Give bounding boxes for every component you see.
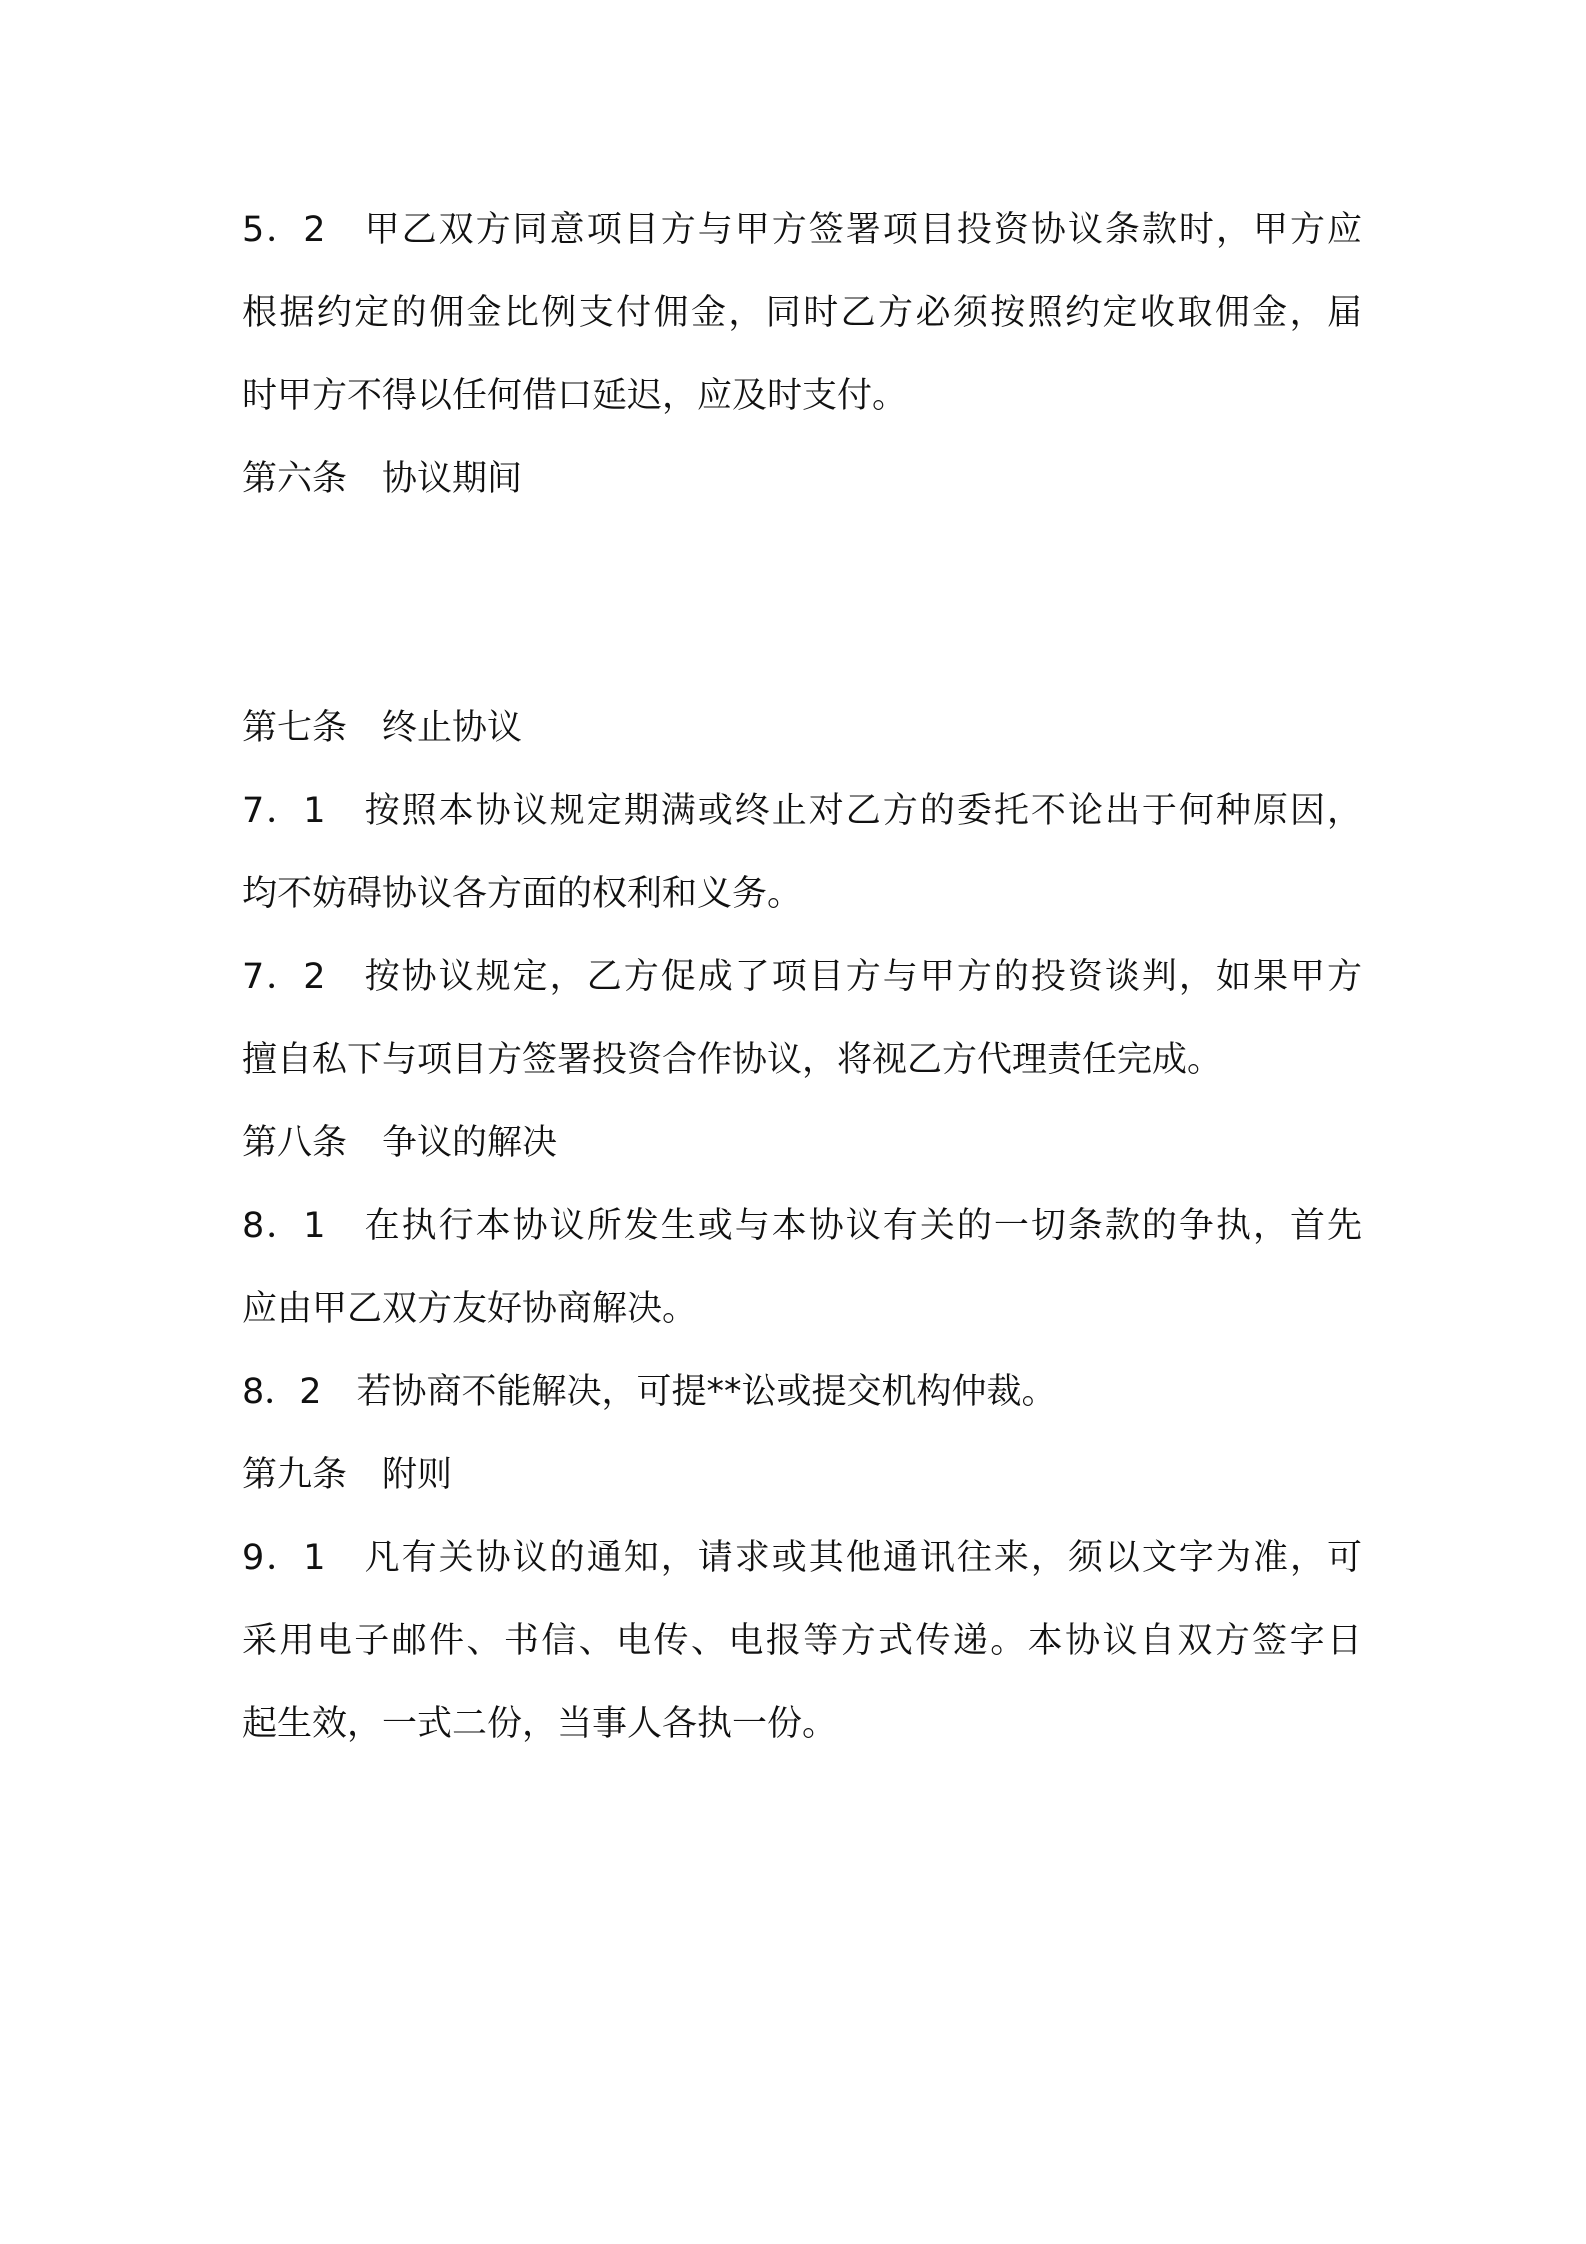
clause-6-1-line-2 — [242, 615, 1362, 675]
legal-rep-row — [242, 1870, 1362, 1930]
clause-5-2-line-2: 根据约定的佣金比例支付佣金，同时乙方必须按照约定收取佣金，届 — [242, 293, 1362, 333]
article-6-title: 第六条 协议期间 — [242, 459, 523, 499]
article-8-title: 第八条 争议的解决 — [242, 1123, 558, 1163]
clause-7-2-line-2: 擅自私下与项目方签署投资合作协议，将视乙方代理责任完成。 — [242, 1040, 1223, 1080]
clause-9-1-line-1: 9．1 凡有关协议的通知，请求或其他通讯往来，须以文字为准，可 — [242, 1538, 1362, 1578]
seal-row — [242, 1790, 1362, 1850]
clause-9-1-line-3: 起生效，一式二份，当事人各执一份。 — [242, 1704, 838, 1744]
clause-7-1-line-1: 7．1 按照本协议规定期满或终止对乙方的委托不论出于何种原因， — [242, 791, 1362, 831]
article-7-title: 第七条 终止协议 — [242, 708, 523, 748]
clause-8-1-line-2: 应由甲乙双方友好协商解决。 — [242, 1289, 698, 1329]
clause-9-1-line-2: 采用电子邮件、书信、电传、电报等方式传递。本协议自双方签字日 — [242, 1621, 1362, 1661]
clause-6-1-line-1 — [242, 532, 1362, 592]
clause-5-2-line-1: 5．2 甲乙双方同意项目方与甲方签署项目投资协议条款时，甲方应 — [242, 210, 1362, 250]
date-row — [242, 1955, 1362, 2015]
clause-7-1-line-2: 均不妨碍协议各方面的权利和义务。 — [242, 874, 803, 914]
article-9-title: 第九条 附则 — [242, 1455, 453, 1495]
clause-8-1-line-1: 8．1 在执行本协议所发生或与本协议有关的一切条款的争执，首先 — [242, 1206, 1362, 1246]
clause-7-2-line-1: 7．2 按协议规定，乙方促成了项目方与甲方的投资谈判，如果甲方 — [242, 957, 1362, 997]
clause-5-2-line-3: 时甲方不得以任何借口延迟，应及时支付。 — [242, 376, 908, 416]
clause-8-2: 8．2 若协商不能解决，可提**讼或提交机构仲裁。 — [242, 1372, 1057, 1412]
